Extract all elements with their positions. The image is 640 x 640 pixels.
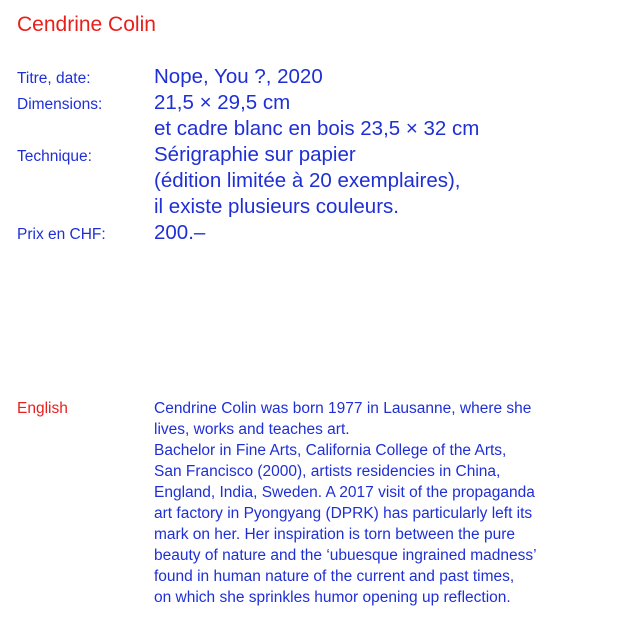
- detail-values: [154, 64, 623, 90]
- detail-value: Nope, You ?, 2020: [154, 65, 323, 88]
- bio-line: lives, works and teaches art.: [154, 421, 350, 438]
- detail-values: [154, 142, 623, 220]
- bio-line: Cendrine Colin was born 1977 in Lausanne, where she: [154, 400, 532, 417]
- detail-value: Sérigraphie sur papier: [154, 143, 356, 166]
- detail-row-dimensions: [17, 90, 623, 142]
- bio-line: on which she sprinkles humor opening up reflection.: [154, 589, 511, 606]
- bio-line: England, India, Sweden. A 2017 visit of the propaganda: [154, 484, 535, 501]
- bio-line: found in human nature of the current and past times,: [154, 568, 515, 585]
- artist-bio: [17, 398, 623, 608]
- detail-value: (édition limitée à 20 exemplaires),: [154, 169, 461, 192]
- detail-row-technique: [17, 142, 623, 220]
- detail-label: Technique:: [17, 148, 92, 165]
- detail-values: [154, 220, 623, 246]
- artist-name: Cendrine Colin: [17, 13, 156, 36]
- bio-line: art factory in Pyongyang (DPRK) has particularly left its: [154, 505, 533, 522]
- bio-line: Bachelor in Fine Arts, California College of the Arts,: [154, 442, 507, 459]
- detail-label: Titre, date:: [17, 70, 91, 87]
- bio-line: mark on her. Her inspiration is torn between the pure: [154, 526, 515, 543]
- detail-value: 21,5 × 29,5 cm: [154, 91, 291, 114]
- artwork-details: [17, 64, 623, 246]
- bio-text: [154, 398, 623, 608]
- detail-value: 200.–: [154, 221, 206, 244]
- bio-language-label: English: [17, 400, 68, 417]
- detail-value: et cadre blanc en bois 23,5 × 32 cm: [154, 117, 480, 140]
- detail-values: [154, 90, 623, 142]
- detail-label: Prix en CHF:: [17, 226, 106, 243]
- detail-label: Dimensions:: [17, 96, 103, 113]
- detail-row-title: [17, 64, 623, 90]
- detail-value: il existe plusieurs couleurs.: [154, 195, 399, 218]
- bio-line: beauty of nature and the ‘ubuesque ingrained madness’: [154, 547, 537, 564]
- bio-line: San Francisco (2000), artists residencies in China,: [154, 463, 501, 480]
- detail-row-price: [17, 220, 623, 246]
